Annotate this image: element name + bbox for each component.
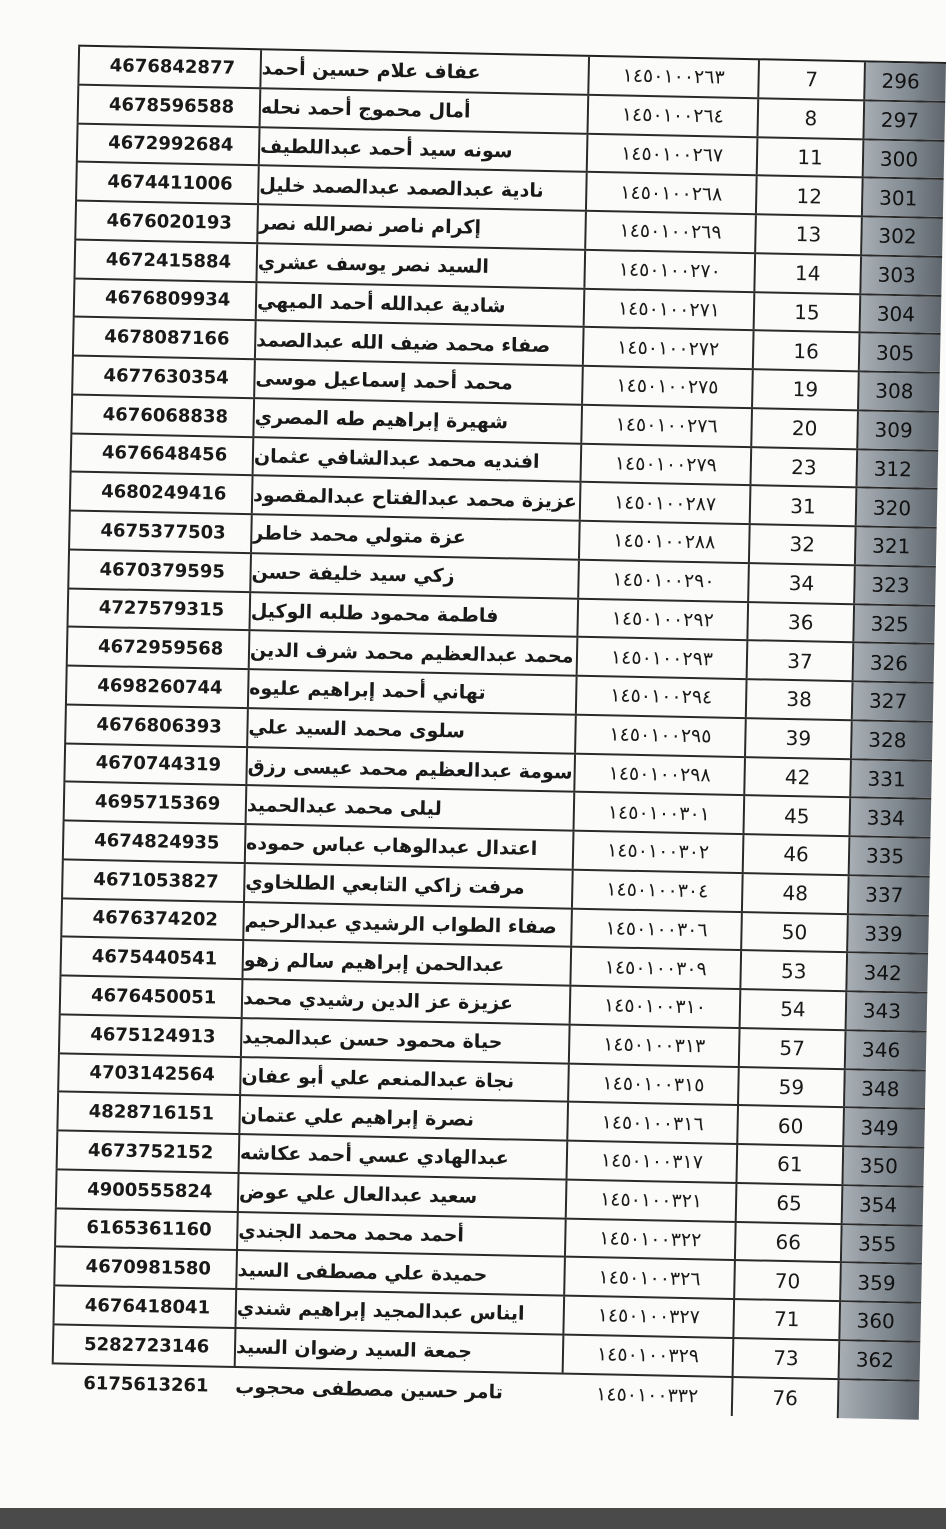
phone-number-cell: 4676374202 (60, 899, 243, 939)
reference-code-cell: ١٤٥٠١٠٠٢٦٣ (587, 57, 758, 97)
row-id-cell: 325 (852, 605, 935, 643)
reference-code-cell: ١٤٥٠١٠٠٣٢٦ (563, 1258, 734, 1298)
row-id-cell: 346 (844, 1031, 927, 1069)
reference-code-cell: ١٤٥٠١٠٠٣٢٢ (564, 1219, 735, 1259)
reference-code-cell: ١٤٥٠١٠٠٢٧٢ (582, 328, 753, 368)
sequence-number-cell: 39 (744, 719, 851, 758)
full-name-cell: أحمد محمد محمد الجندي (236, 1212, 565, 1255)
row-id-cell: 327 (851, 682, 934, 720)
phone-number-cell: 6165361160 (54, 1209, 237, 1249)
full-name-cell: سعيد عبدالعال علي عوض (237, 1174, 566, 1217)
phone-number-cell: 4675377503 (68, 511, 251, 551)
reference-code-cell: ١٤٥٠١٠٠٢٦٨ (585, 173, 756, 213)
full-name-cell: جمعة السيد رضوان السيد (234, 1329, 563, 1372)
row-id-cell (837, 1380, 920, 1420)
row-id-cell: 339 (846, 915, 929, 953)
reference-code-cell: ١٤٥٠١٠٠٢٨٨ (578, 522, 749, 562)
row-id-cell: 302 (860, 217, 943, 255)
reference-code-cell: ١٤٥٠١٠٠٣٠١ (573, 793, 744, 833)
full-name-cell: نصرة إبراهيم علي عتمان (238, 1096, 567, 1139)
reference-code-cell: ١٤٥٠١٠٠٢٧٩ (580, 444, 751, 484)
row-id-cell: 348 (843, 1070, 926, 1108)
reference-code-cell: ١٤٥٠١٠٠٢٩٢ (576, 599, 747, 639)
row-id-cell: 301 (861, 179, 944, 217)
sequence-number-cell: 36 (746, 603, 853, 642)
row-id-cell: 334 (848, 798, 931, 836)
phone-number-cell: 4727579315 (67, 589, 250, 629)
full-name-cell: ايناس عبدالمجيد إبراهيم شندي (234, 1290, 563, 1333)
sequence-number-cell: 15 (753, 293, 860, 332)
reference-code-cell: ١٤٥٠١٠٠٢٩٨ (573, 754, 744, 794)
full-name-cell: شهيرة إبراهيم طه المصري (252, 399, 581, 442)
reference-code-cell: ١٤٥٠١٠٠٢٩٤ (575, 677, 746, 717)
sequence-number-cell: 37 (746, 641, 853, 680)
sequence-number-cell: 65 (735, 1184, 842, 1223)
row-id-cell: 312 (855, 450, 938, 488)
row-id-cell: 308 (857, 372, 940, 410)
full-name-cell: نجاة عبدالمنعم علي أبو عفان (239, 1058, 568, 1101)
phone-number-cell: 4703142564 (57, 1054, 240, 1094)
reference-code-cell: ١٤٥٠١٠٠٢٦٩ (584, 212, 755, 252)
sequence-number-cell: 66 (734, 1222, 841, 1261)
reference-code-cell: ١٤٥٠١٠٠٣١٥ (567, 1064, 738, 1104)
full-name-cell: زكي سيد خليفة حسن (249, 554, 578, 597)
row-id-cell: 320 (855, 489, 938, 527)
full-name-cell: إكرام ناصر نصرالله نصر (256, 205, 585, 248)
sequence-number-cell: 71 (732, 1300, 839, 1339)
row-id-cell: 300 (862, 140, 945, 178)
row-id-cell: 305 (858, 334, 941, 372)
reference-code-cell: ١٤٥٠١٠٠٢٩٥ (574, 715, 745, 755)
sequence-number-cell: 14 (753, 254, 860, 293)
phone-number-cell: 4676809934 (73, 279, 256, 319)
reference-code-cell: ١٤٥٠١٠٠٢٦٧ (586, 134, 757, 174)
reference-code-cell: ١٤٥٠١٠٠٢٩٠ (577, 560, 748, 600)
row-id-cell: 343 (845, 992, 928, 1030)
full-name-cell: حياة محمود حسن عبدالمجيد (240, 1019, 569, 1062)
phone-number-cell: 4674824935 (62, 821, 245, 861)
phone-number-cell: 4698260744 (65, 666, 248, 706)
phone-number-cell: 4680249416 (69, 473, 252, 513)
beneficiaries-table (51, 45, 946, 1420)
sequence-number-cell: 20 (750, 409, 857, 448)
sequence-number-cell: 73 (732, 1339, 839, 1378)
sequence-number-cell: 12 (755, 176, 862, 215)
row-id-cell: 362 (838, 1341, 921, 1379)
reference-code-cell: ١٤٥٠١٠٠٣٢٧ (562, 1297, 733, 1337)
reference-code-cell: ١٤٥٠١٠٠٣١٠ (569, 987, 740, 1027)
row-id-cell: 326 (852, 643, 935, 681)
reference-code-cell: ١٤٥٠١٠٠٢٧٠ (583, 251, 754, 291)
phone-number-cell: 4676020193 (74, 202, 257, 242)
phone-number-cell: 4676648456 (70, 434, 253, 474)
full-name-cell: عفاف علام حسين أحمد (259, 50, 588, 93)
full-name-cell: محمد أحمد إسماعيل موسى (253, 360, 582, 403)
full-name-cell: شادية عبدالله أحمد الميهي (255, 283, 584, 326)
sequence-number-cell: 32 (748, 525, 855, 564)
sequence-number-cell: 13 (754, 215, 861, 254)
sequence-number-cell: 70 (733, 1261, 840, 1300)
full-name-cell: عزة متولي محمد خاطر (250, 515, 579, 558)
phone-number-cell: 4676418041 (53, 1286, 236, 1326)
sequence-number-cell: 16 (752, 331, 859, 370)
full-name-cell: مرفت زاكي التابعي الطلخاوي (243, 864, 572, 907)
full-name-cell: تامر حسين مصطفى محجوب (235, 1375, 504, 1404)
phone-number-cell: 4675440541 (60, 938, 243, 978)
scan-edge-bar (0, 1508, 946, 1529)
full-name-cell: صفاء الطواب الرشيدي عبدالرحيم (242, 903, 571, 946)
phone-number-cell: 4828716151 (56, 1093, 239, 1133)
row-id-cell: 303 (859, 256, 942, 294)
phone-number-cell: 4672415884 (74, 240, 257, 280)
row-id-cell: 350 (841, 1147, 924, 1185)
reference-code-cell: ١٤٥٠١٠٠٣٠٤ (571, 870, 742, 910)
row-id-cell: 297 (862, 101, 945, 139)
sequence-number-cell: 45 (742, 796, 849, 835)
phone-number-cell: 5282723146 (52, 1325, 235, 1365)
row-id-cell: 335 (848, 837, 931, 875)
sequence-number-cell: 54 (739, 990, 846, 1029)
sequence-number-cell: 60 (736, 1106, 843, 1145)
reference-code-cell: ١٤٥٠١٠٠٣٣٢ (595, 1383, 699, 1408)
row-id-cell: 337 (847, 876, 930, 914)
sequence-number-cell: 50 (740, 913, 847, 952)
full-name-cell: محمد عبدالعظيم محمد شرف الدين (248, 631, 577, 674)
row-id-cell: 296 (863, 62, 946, 100)
full-name-cell: عزيزة عز الدين رشيدي محمد (241, 980, 570, 1023)
reference-code-cell: ١٤٥٠١٠٠٣٠٦ (570, 909, 741, 949)
reference-code-cell: ١٤٥٠١٠٠٢٧٦ (580, 405, 751, 445)
phone-number-cell: 4672959568 (66, 628, 249, 668)
full-name-cell: عزيزة محمد عبدالفتاح عبدالمقصود (251, 476, 580, 519)
sequence-number-cell: 57 (738, 1029, 845, 1068)
full-name-cell: تهاني أحمد إبراهيم عليوه (247, 670, 576, 713)
full-name-cell: فاطمة محمود طلبه الوكيل (248, 593, 577, 636)
reference-code-cell: ١٤٥٠١٠٠٣١٦ (566, 1103, 737, 1143)
sequence-number-cell: 59 (737, 1068, 844, 1107)
sequence-number-cell: 61 (735, 1145, 842, 1184)
full-name-cell: عبدالحمن إبراهيم سالم زهو (241, 941, 570, 984)
full-name-cell: حميدة علي مصطفى السيد (235, 1251, 564, 1294)
phone-number-cell: 4678087166 (72, 318, 255, 358)
reference-code-cell: ١٤٥٠١٠٠٣١٧ (566, 1142, 737, 1182)
phone-number-cell: 4674411006 (75, 163, 258, 203)
row-id-cell: 323 (853, 566, 936, 604)
sequence-number-cell: 7 (757, 60, 864, 99)
sequence-number-cell: 11 (756, 138, 863, 177)
sequence-number-cell: 38 (745, 680, 852, 719)
row-id-cell: 331 (849, 760, 932, 798)
full-name-cell: ليلى محمد عبدالحميد (245, 786, 574, 829)
full-name-cell: عبدالهادي عسي أحمد عكاشه (238, 1135, 567, 1178)
phone-number-cell: 4672992684 (76, 124, 259, 164)
phone-number-cell: 4676068838 (70, 395, 253, 435)
phone-number-cell: 6175613261 (83, 1373, 209, 1397)
full-name-cell: السيد نصر يوسف عشري (255, 244, 584, 287)
sequence-number-cell: 8 (756, 99, 863, 138)
full-name-cell: سومة عبدالعظيم محمد عيسى رزق (245, 748, 574, 791)
full-name-cell: افنديه محمد عبدالشافي عثمان (252, 438, 581, 481)
reference-code-cell: ١٤٥٠١٠٠٢٧٥ (581, 367, 752, 407)
row-id-cell: 309 (856, 411, 939, 449)
full-name-cell: سونه سيد أحمد عبداللطيف (258, 128, 587, 171)
full-name-cell: صفاء محمد ضيف الله عبدالصمد (254, 321, 583, 364)
reference-code-cell: ١٤٥٠١٠٠٣٢٩ (562, 1335, 733, 1375)
row-id-cell: 328 (850, 721, 933, 759)
sequence-number-cell: 19 (751, 370, 858, 409)
row-id-cell: 360 (838, 1302, 921, 1340)
sequence-number-cell: 46 (742, 835, 849, 874)
row-id-cell: 355 (840, 1225, 923, 1263)
phone-number-cell: 4673752152 (56, 1131, 239, 1171)
phone-number-cell: 4678596588 (77, 85, 260, 125)
reference-code-cell: ١٤٥٠١٠٠٣٢١ (565, 1180, 736, 1220)
reference-code-cell: ١٤٥٠١٠٠٣١٣ (568, 1025, 739, 1065)
phone-number-cell: 4677630354 (71, 357, 254, 397)
phone-number-cell: 4670981580 (53, 1248, 236, 1288)
sequence-number-cell: 53 (739, 951, 846, 990)
row-id-cell: 304 (859, 295, 942, 333)
row-id-cell: 359 (839, 1263, 922, 1301)
reference-code-cell: ١٤٥٠١٠٠٢٧١ (583, 289, 754, 329)
reference-code-cell: ١٤٥٠١٠٠٢٦٤ (587, 96, 758, 136)
sequence-number-cell: 31 (749, 486, 856, 525)
phone-number-cell: 4900555824 (55, 1170, 238, 1210)
sequence-number-cell: 34 (747, 564, 854, 603)
phone-number-cell: 4676450051 (59, 976, 242, 1016)
sequence-number-cell: 48 (741, 874, 848, 913)
phone-number-cell: 4675124913 (58, 1015, 241, 1055)
full-name-cell: سلوى محمد السيد علي (246, 709, 575, 752)
row-id-cell: 354 (841, 1186, 924, 1224)
phone-number-cell: 4670379595 (67, 550, 250, 590)
sequence-number-cell: 23 (749, 448, 856, 487)
reference-code-cell: ١٤٥٠١٠٠٢٩٣ (576, 638, 747, 678)
reference-code-cell: ١٤٥٠١٠٠٢٨٧ (579, 483, 750, 523)
full-name-cell: نادية عبدالصمد عبدالصمد خليل (257, 166, 586, 209)
full-name-cell: أمال محموج أحمد نحله (259, 89, 588, 132)
phone-number-cell: 4695715369 (63, 783, 246, 823)
reference-code-cell: ١٤٥٠١٠٠٣٠٢ (572, 832, 743, 872)
sequence-number-cell: 76 (731, 1377, 838, 1418)
full-name-cell: اعتدال عبدالوهاب عباس حموده (244, 825, 573, 868)
row-id-cell: 321 (854, 527, 937, 565)
phone-number-cell: 4676806393 (64, 705, 247, 745)
row-id-cell: 349 (842, 1108, 925, 1146)
sequence-number-cell: 42 (743, 758, 850, 797)
row-id-cell: 342 (845, 953, 928, 991)
phone-number-cell: 4676842877 (77, 47, 260, 87)
reference-code-cell: ١٤٥٠١٠٠٣٠٩ (569, 948, 740, 988)
phone-number-cell: 4671053827 (61, 860, 244, 900)
phone-number-cell: 4670744319 (63, 744, 246, 784)
